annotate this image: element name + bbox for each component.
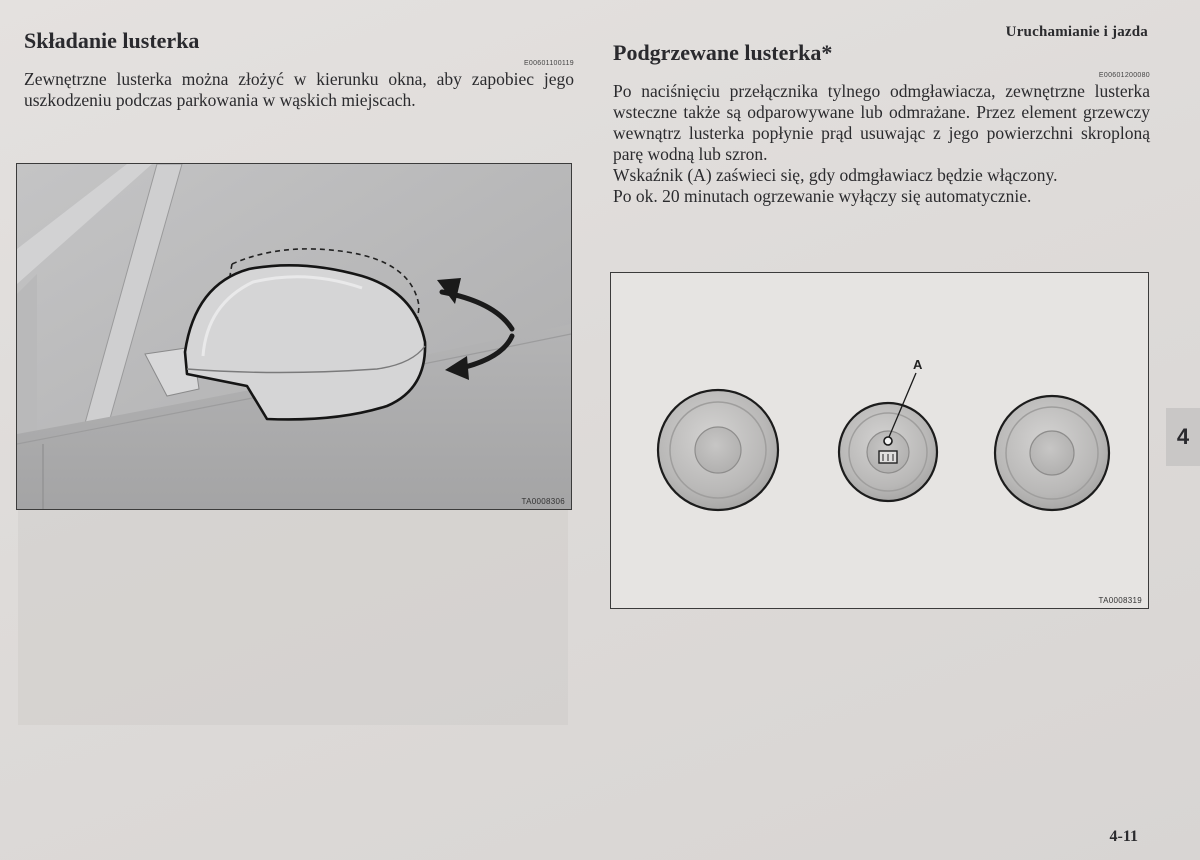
defogger-switch-figure xyxy=(610,272,1149,609)
faded-backprint xyxy=(18,510,568,725)
figure-code-right: TA0008319 xyxy=(1098,596,1142,605)
left-column xyxy=(24,28,574,111)
page-number: 4-11 xyxy=(1109,828,1138,845)
defogger-switch-illustration xyxy=(611,273,1148,608)
running-head: Uruchamianie i jazda xyxy=(1005,24,1148,40)
folding-mirror-figure xyxy=(16,163,572,510)
heated-body-text: Po naciśnięciu przełącznika tylnego odmgławiacza, zewnętrzne lusterka wsteczne także są odparowywane lub odmrażane. Przez element grzewczy wewnątrz lusterka popłynie prąd usuwając z jego powierzchni skroploną parę wodną lub szron. xyxy=(613,81,1150,165)
left-dial-knob xyxy=(658,390,778,510)
right-dial-knob xyxy=(995,396,1109,510)
section-code-folding: E00601100119 xyxy=(523,60,574,68)
figure-code-left: TA0008306 xyxy=(521,497,565,506)
chapter-tab: 4 xyxy=(1166,408,1200,466)
folding-body-text: Zewnętrzne lusterka można złożyć w kierunku okna, aby zapobiec jego uszkodzeniu podczas parkowania w wąskich miejscach. xyxy=(24,69,574,111)
indicator-note: Wskaźnik (A) zaświeci się, gdy odmgławiacz będzie włączony. xyxy=(613,165,1058,186)
indicator-callout-label: A xyxy=(913,357,923,372)
section-code-heated: E00601200080 xyxy=(1098,72,1150,80)
folding-mirror-illustration xyxy=(17,164,571,509)
right-column xyxy=(613,40,1150,207)
auto-off-note: Po ok. 20 minutach ogrzewanie wyłączy się automatycznie. xyxy=(613,186,1032,207)
center-defogger-knob xyxy=(839,403,937,501)
section-title-heated: Podgrzewane lusterka* xyxy=(613,40,833,65)
section-title-folding: Składanie lusterka xyxy=(24,28,200,53)
